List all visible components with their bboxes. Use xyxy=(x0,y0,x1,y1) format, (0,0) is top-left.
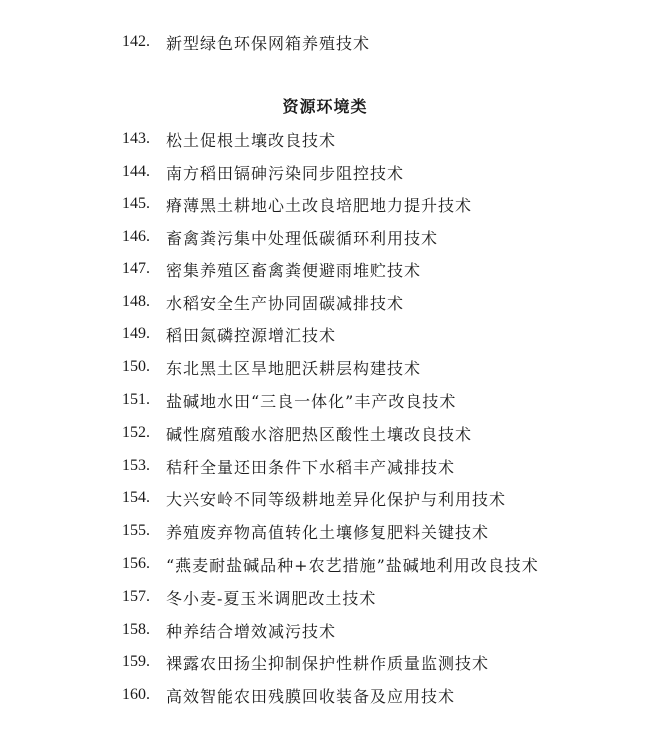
item-number: 148. xyxy=(122,293,150,310)
item-text: 南方稻田镉砷污染同步阻控技术 xyxy=(166,163,405,183)
item-text: 密集养殖区畜禽粪便避雨堆贮技术 xyxy=(166,260,422,280)
item-text: 养殖废弃物高值转化土壤修复肥料关键技术 xyxy=(166,522,490,542)
item-text: “燕麦耐盐碱品种+农艺措施”盐碱地利用改良技术 xyxy=(166,555,539,575)
list-item xyxy=(122,454,455,478)
list-item xyxy=(122,388,456,412)
section-title: 资源环境类 xyxy=(282,97,368,116)
item-number: 158. xyxy=(122,621,150,638)
list-item xyxy=(122,257,421,281)
list-item xyxy=(122,618,336,642)
item-text: 秸秆全量还田条件下水稻丰产减排技术 xyxy=(166,457,456,477)
item-number: 159. xyxy=(122,653,150,670)
item-text: 畜禽粪污集中处理低碳循环利用技术 xyxy=(166,228,439,248)
item-text: 高效智能农田残膜回收装备及应用技术 xyxy=(166,686,456,706)
item-text: 水稻安全生产协同固碳减排技术 xyxy=(166,293,405,313)
item-number: 145. xyxy=(122,195,150,212)
item-number: 151. xyxy=(122,391,150,408)
list-item xyxy=(122,322,336,346)
item-number: 142. xyxy=(122,33,150,50)
item-number: 156. xyxy=(122,555,150,572)
list-item xyxy=(122,290,404,314)
item-text: 松土促根土壤改良技术 xyxy=(166,130,337,150)
list-item xyxy=(122,585,376,609)
item-text: 种养结合增效减污技术 xyxy=(166,621,337,641)
item-number: 157. xyxy=(122,588,150,605)
list-item xyxy=(122,486,506,510)
item-text: 大兴安岭不同等级耕地差异化保护与利用技术 xyxy=(166,489,507,509)
item-text: 碱性腐殖酸水溶肥热区酸性土壤改良技术 xyxy=(166,424,473,444)
item-number: 154. xyxy=(122,489,150,506)
item-number: 155. xyxy=(122,522,150,539)
list-item xyxy=(122,650,489,674)
list-item xyxy=(122,225,438,249)
item-number: 160. xyxy=(122,686,150,703)
item-text: 冬小麦-夏玉米调肥改土技术 xyxy=(166,588,377,608)
list-item xyxy=(122,683,455,707)
list-item xyxy=(122,30,370,54)
item-text: 稻田氮磷控源增汇技术 xyxy=(166,325,337,345)
list-item xyxy=(122,421,472,445)
list-item xyxy=(122,355,421,379)
item-number: 147. xyxy=(122,260,150,277)
item-number: 143. xyxy=(122,130,150,147)
item-text: 瘠薄黑土耕地心土改良培肥地力提升技术 xyxy=(166,195,473,215)
item-text: 裸露农田扬尘抑制保护性耕作质量监测技术 xyxy=(166,653,490,673)
list-item xyxy=(122,160,404,184)
item-number: 146. xyxy=(122,228,150,245)
item-text: 东北黑土区旱地肥沃耕层构建技术 xyxy=(166,358,422,378)
item-number: 144. xyxy=(122,163,150,180)
item-text: 新型绿色环保网箱养殖技术 xyxy=(166,33,371,53)
item-number: 150. xyxy=(122,358,150,375)
list-item xyxy=(122,552,539,576)
item-number: 153. xyxy=(122,457,150,474)
list-item xyxy=(122,192,472,216)
list-item xyxy=(122,127,336,151)
item-number: 152. xyxy=(122,424,150,441)
item-text: 盐碱地水田“三良一体化”丰产改良技术 xyxy=(166,391,457,411)
item-number: 149. xyxy=(122,325,150,342)
list-item xyxy=(122,519,489,543)
